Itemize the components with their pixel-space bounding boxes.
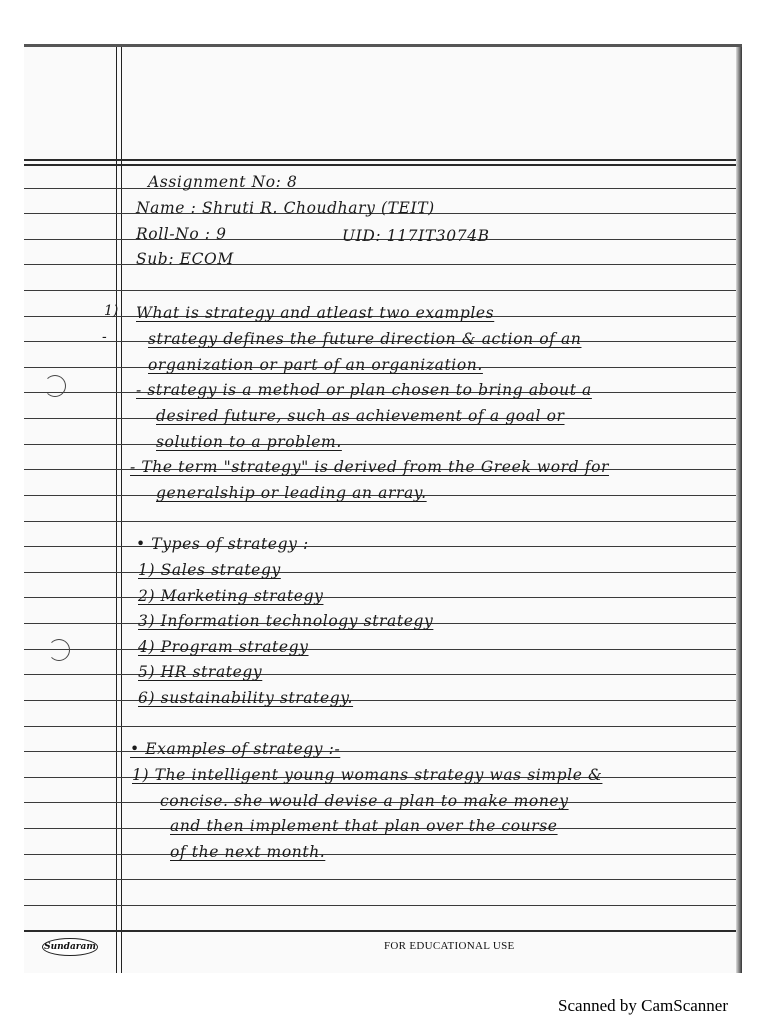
types-heading: • Types of strategy : — [136, 535, 309, 553]
example-line: 1) The intelligent young womans strategy was simple & — [132, 766, 603, 784]
punch-hole — [48, 639, 70, 661]
ruled-line — [24, 521, 736, 522]
margin-line — [121, 47, 122, 973]
type-item: 5) HR strategy — [138, 663, 263, 681]
footer-rule — [24, 930, 736, 932]
ruled-line — [24, 597, 736, 598]
answer-line: solution to a problem. — [156, 433, 342, 451]
roll-number: Roll-No : 9 — [136, 225, 227, 243]
student-name: Name : Shruti R. Choudhary (TEIT) — [136, 199, 435, 217]
uid: UID: 117IT3074B — [342, 227, 490, 245]
question-title: What is strategy and atleast two examples — [136, 304, 495, 322]
question-number: 1) — [104, 303, 119, 319]
notebook-page — [24, 44, 742, 973]
type-item: 4) Program strategy — [138, 638, 309, 656]
ruled-line — [24, 546, 736, 547]
answer-line: strategy defines the future direction & action of an — [148, 330, 582, 348]
ruled-line — [24, 905, 736, 906]
assignment-number: Assignment No: 8 — [148, 173, 298, 191]
answer-line: - The term "strategy" is derived from the Greek word for — [130, 458, 610, 476]
header-rule — [24, 159, 736, 161]
ruled-line — [24, 444, 736, 445]
header-rule — [24, 164, 736, 166]
ruled-line — [24, 188, 736, 189]
margin-line — [116, 47, 117, 973]
ruled-line — [24, 674, 736, 675]
footer-usage-text: FOR EDUCATIONAL USE — [384, 940, 515, 952]
ruled-line — [24, 879, 736, 880]
ruled-line — [24, 264, 736, 265]
ruled-line — [24, 726, 736, 727]
type-item: 3) Information technology strategy — [138, 612, 434, 630]
punch-hole — [44, 375, 66, 397]
type-item: 6) sustainability strategy. — [138, 689, 354, 707]
ruled-line — [24, 700, 736, 701]
ruled-line — [24, 649, 736, 650]
answer-line: generalship or leading an array. — [156, 484, 427, 502]
example-line: of the next month. — [170, 843, 326, 861]
example-line: and then implement that plan over the course — [170, 817, 558, 835]
answer-line: - strategy is a method or plan chosen to bring about a — [136, 381, 592, 399]
scanner-watermark: Scanned by CamScanner — [558, 996, 728, 1015]
ruled-line — [24, 290, 736, 291]
type-item: 2) Marketing strategy — [138, 587, 324, 605]
brand-logo: Sundaram — [42, 938, 98, 956]
dash-mark: - — [102, 329, 107, 345]
examples-heading: • Examples of strategy :- — [130, 740, 341, 758]
answer-line: organization or part of an organization. — [148, 356, 483, 374]
ruled-line — [24, 572, 736, 573]
subject: Sub: ECOM — [136, 250, 234, 268]
type-item: 1) Sales strategy — [138, 561, 281, 579]
ruled-line — [24, 854, 736, 855]
example-line: concise. she would devise a plan to make money — [160, 792, 569, 810]
answer-line: desired future, such as achievement of a goal or — [156, 407, 565, 425]
